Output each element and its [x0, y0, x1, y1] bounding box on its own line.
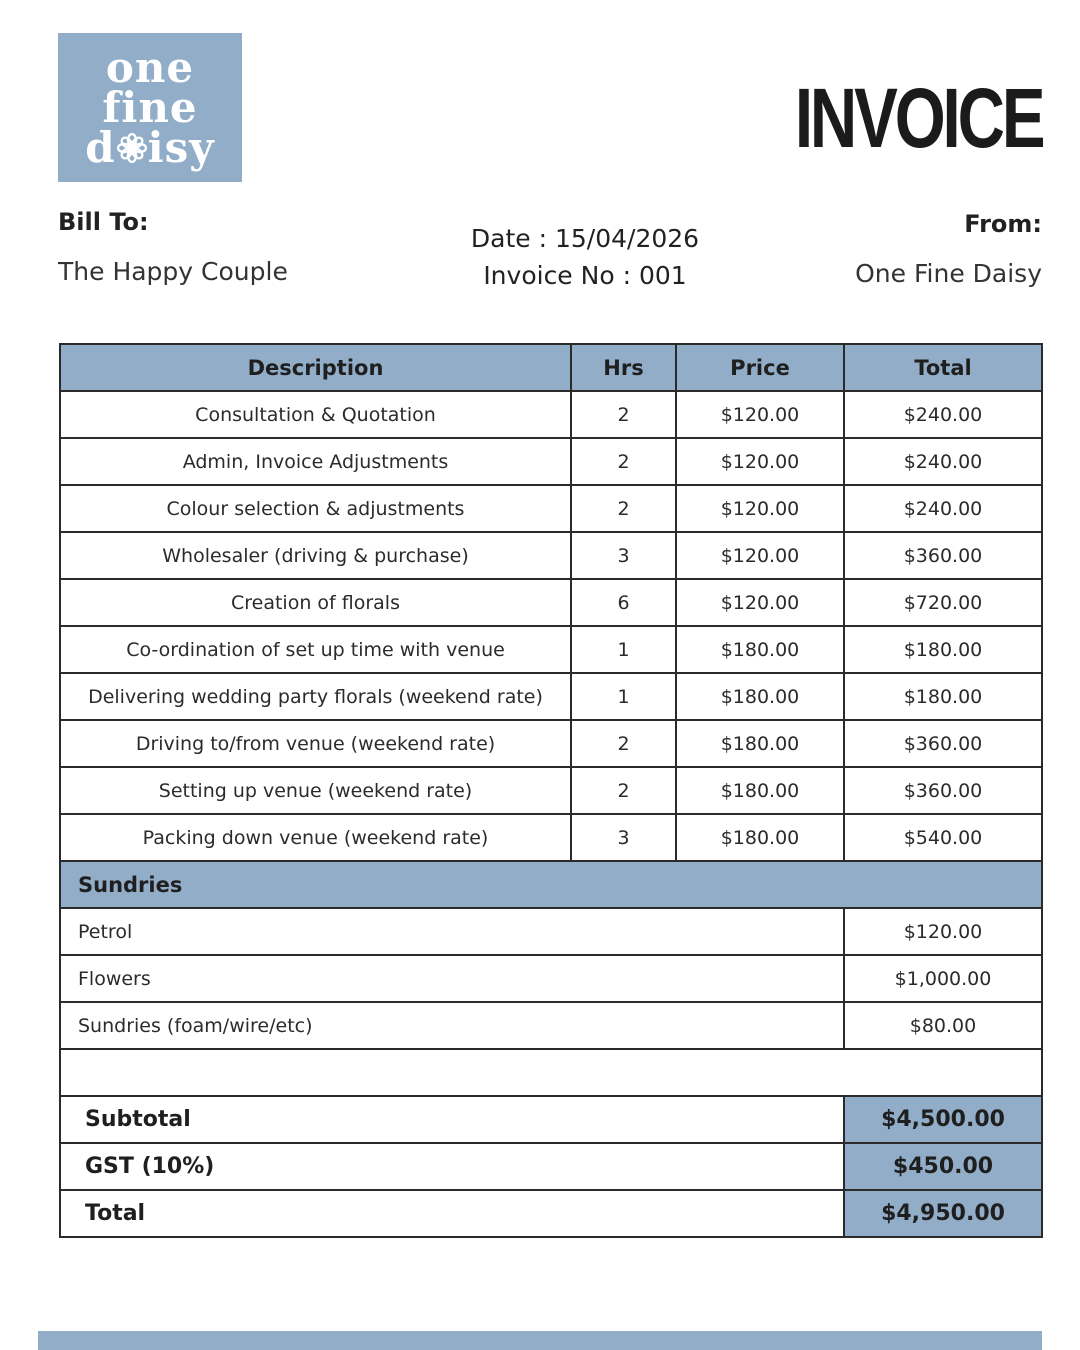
total-label: Total: [60, 1190, 844, 1237]
invoice-title: INVOICE: [794, 71, 1042, 165]
table-row: [60, 767, 1042, 814]
row-price: $180.00: [676, 673, 844, 720]
row-price: $120.00: [676, 391, 844, 438]
sundry-row: [60, 1002, 1042, 1049]
table-row: [60, 673, 1042, 720]
invoice-table: [59, 343, 1043, 1238]
subtotal-row: [60, 1096, 1042, 1143]
table-row: [60, 532, 1042, 579]
row-total: $240.00: [844, 485, 1042, 532]
row-description: Setting up venue (weekend rate): [60, 767, 571, 814]
row-description: Packing down venue (weekend rate): [60, 814, 571, 861]
row-total: $360.00: [844, 767, 1042, 814]
header-price: Price: [676, 344, 844, 391]
sundry-description: Sundries (foam/wire/etc): [60, 1002, 844, 1049]
sundry-amount: $120.00: [844, 908, 1042, 955]
row-price: $120.00: [676, 438, 844, 485]
row-total: $360.00: [844, 532, 1042, 579]
row-hrs: 2: [571, 391, 676, 438]
logo: [58, 33, 242, 182]
bill-to-name: The Happy Couple: [58, 257, 288, 286]
sundries-header-row: [60, 861, 1042, 908]
row-hrs: 3: [571, 532, 676, 579]
row-hrs: 2: [571, 720, 676, 767]
row-total: $540.00: [844, 814, 1042, 861]
logo-line-2: fine: [102, 82, 198, 132]
sundry-row: [60, 908, 1042, 955]
from-label: From:: [964, 210, 1042, 238]
invoice-meta: [385, 220, 785, 294]
bill-to-label: Bill To:: [58, 208, 149, 236]
sundry-amount: $1,000.00: [844, 955, 1042, 1002]
header-description: Description: [60, 344, 571, 391]
row-price: $120.00: [676, 485, 844, 532]
row-total: $360.00: [844, 720, 1042, 767]
row-price: $180.00: [676, 767, 844, 814]
row-description: Admin, Invoice Adjustments: [60, 438, 571, 485]
table-row: [60, 579, 1042, 626]
empty-cell: [60, 1049, 1042, 1096]
table-row: [60, 626, 1042, 673]
sundry-amount: $80.00: [844, 1002, 1042, 1049]
row-description: Driving to/from venue (weekend rate): [60, 720, 571, 767]
row-description: Consultation & Quotation: [60, 391, 571, 438]
table-row: [60, 720, 1042, 767]
row-price: $180.00: [676, 720, 844, 767]
gst-row: [60, 1143, 1042, 1190]
empty-row: [60, 1049, 1042, 1096]
table-row: [60, 814, 1042, 861]
row-total: $180.00: [844, 673, 1042, 720]
invoice-date: Date : 15/04/2026: [470, 224, 700, 253]
logo-line-3-end: isy: [147, 122, 215, 172]
table-header-row: [60, 344, 1042, 391]
logo-line-3: [85, 122, 215, 172]
row-total: $240.00: [844, 391, 1042, 438]
row-hrs: 2: [571, 767, 676, 814]
row-price: $180.00: [676, 814, 844, 861]
row-hrs: 2: [571, 438, 676, 485]
row-description: Creation of florals: [60, 579, 571, 626]
subtotal-label: Subtotal: [60, 1096, 844, 1143]
row-description: Delivering wedding party florals (weekend rate): [60, 673, 571, 720]
gst-value: $450.00: [844, 1143, 1042, 1190]
sundry-row: [60, 955, 1042, 1002]
table-row: [60, 391, 1042, 438]
row-total: $720.00: [844, 579, 1042, 626]
sundry-description: Flowers: [60, 955, 844, 1002]
row-description: Wholesaler (driving & purchase): [60, 532, 571, 579]
table-row: [60, 438, 1042, 485]
row-description: Co-ordination of set up time with venue: [60, 626, 571, 673]
row-price: $120.00: [676, 532, 844, 579]
header-hrs: Hrs: [571, 344, 676, 391]
from-name: One Fine Daisy: [855, 259, 1042, 288]
header-total: Total: [844, 344, 1042, 391]
sundries-title: Sundries: [60, 861, 1042, 908]
total-value: $4,950.00: [844, 1190, 1042, 1237]
row-hrs: 3: [571, 814, 676, 861]
gst-label: GST (10%): [60, 1143, 844, 1190]
row-description: Colour selection & adjustments: [60, 485, 571, 532]
row-hrs: 6: [571, 579, 676, 626]
total-row: [60, 1190, 1042, 1237]
row-hrs: 1: [571, 626, 676, 673]
row-total: $180.00: [844, 626, 1042, 673]
invoice-number: Invoice No : 001: [483, 261, 687, 290]
row-total: $240.00: [844, 438, 1042, 485]
footer-bar: [38, 1331, 1042, 1350]
logo-line-3-start: d: [85, 122, 116, 172]
table-row: [60, 485, 1042, 532]
logo-line-1: one: [105, 42, 195, 92]
subtotal-value: $4,500.00: [844, 1096, 1042, 1143]
daisy-icon: [117, 133, 147, 163]
sundry-description: Petrol: [60, 908, 844, 955]
row-hrs: 1: [571, 673, 676, 720]
row-price: $180.00: [676, 626, 844, 673]
row-hrs: 2: [571, 485, 676, 532]
row-price: $120.00: [676, 579, 844, 626]
